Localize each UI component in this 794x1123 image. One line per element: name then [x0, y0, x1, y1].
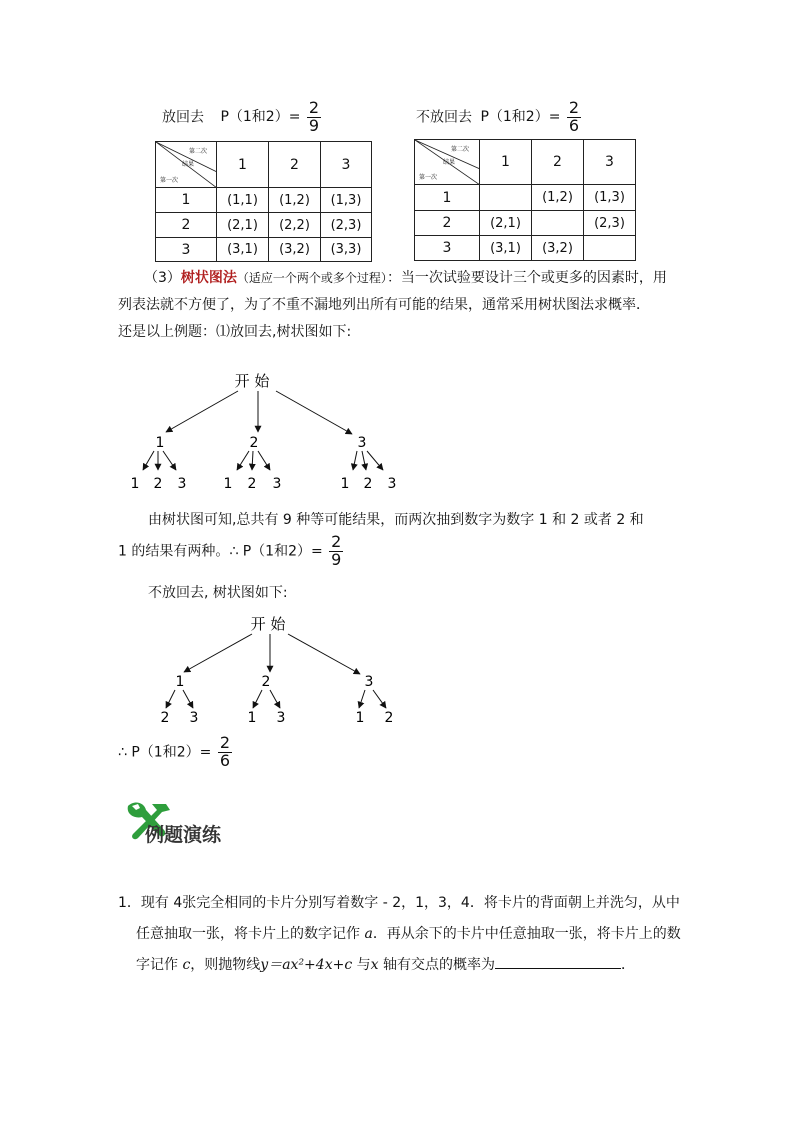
corner-label-mid: 结果 — [443, 159, 456, 166]
tree-edge — [166, 391, 238, 432]
tree-leaf: 3 — [177, 476, 187, 492]
fraction-denominator: 6 — [219, 750, 230, 770]
no-replacement-heading — [416, 100, 581, 135]
corner-label-top: 第二次 — [189, 148, 208, 155]
tree-diagram-replacement — [0, 360, 794, 500]
tree-edge — [270, 690, 280, 708]
tree-edge — [252, 451, 253, 470]
problem-text: 轴有交点的概率为 — [378, 957, 495, 973]
problem-line2 — [118, 919, 693, 950]
no-replacement-table — [414, 139, 636, 261]
tree-root: 开 始 — [234, 372, 270, 390]
row-header: 3 — [415, 236, 480, 261]
example-section-title: 例题演练 — [145, 824, 222, 846]
tree-leaf: 2 — [384, 710, 394, 726]
conclusion2-prefix: ∴ P（1和2）= — [118, 744, 212, 761]
table-row — [156, 188, 372, 213]
fraction-numerator: 2 — [568, 98, 580, 117]
tree-leaf: 3 — [387, 476, 397, 492]
column-header: 1 — [217, 142, 269, 188]
tree-leaf: 1 — [223, 476, 233, 492]
tree-node: 2 — [249, 435, 259, 451]
table-cell: (1,3) — [321, 188, 372, 213]
tree-node: 3 — [364, 674, 374, 690]
fraction-denominator: 9 — [331, 549, 342, 569]
answer-blank[interactable] — [495, 952, 621, 969]
tree-node: 1 — [155, 435, 165, 451]
fraction-denominator: 9 — [308, 115, 320, 135]
replacement-title: 放回去 — [162, 109, 204, 126]
table-cell: (1,3) — [584, 185, 636, 211]
tree-leaf: 3 — [272, 476, 282, 492]
table-cell: (3,1) — [217, 238, 269, 262]
tree-method-line1 — [118, 265, 678, 292]
corner-label-bottom: 第一次 — [160, 177, 179, 184]
table-cell — [532, 211, 584, 236]
table-cell: (2,3) — [584, 211, 636, 236]
no-replacement-formula: P（1和2）= — [480, 109, 561, 126]
problem-line3 — [118, 950, 693, 981]
tree-edge — [276, 391, 352, 434]
conclusion-no-replacement — [118, 735, 232, 770]
tree-leaf: 2 — [153, 476, 163, 492]
table-cell — [584, 236, 636, 261]
tree-leaf: 1 — [340, 476, 350, 492]
tree-edge — [362, 451, 366, 470]
parabola-equation: y＝ax²+4x+c — [260, 957, 353, 973]
table-cell: (2,1) — [480, 211, 532, 236]
table-cell: (3,1) — [480, 236, 532, 261]
problem-1 — [118, 888, 693, 981]
table-row — [415, 236, 636, 261]
table-cell: (3,2) — [532, 236, 584, 261]
row-header: 1 — [415, 185, 480, 211]
conclusion-line2-text: 1 的结果有两种。∴ P（1和2）= — [118, 543, 323, 560]
table-row — [156, 238, 372, 262]
table-corner-cell — [415, 140, 480, 185]
tree-method-paragraph — [118, 265, 678, 346]
tree-method-desc1: ：当一次试验要设计三个或更多的因素时，用 — [386, 270, 667, 286]
tree-method-name: 树状图法 — [180, 270, 237, 286]
variable-c: c — [182, 957, 191, 973]
tree-edge — [353, 451, 357, 470]
tree-method-intro: 还是以上例题：⑴放回去,树状图如下: — [118, 324, 352, 340]
tree-leaf: 1 — [130, 476, 140, 492]
row-header: 3 — [156, 238, 217, 262]
problem-text: 字记作 — [136, 957, 183, 973]
fraction-numerator: 2 — [331, 532, 342, 551]
conclusion-fraction — [329, 534, 343, 569]
tree-edge — [183, 690, 193, 708]
variable-x: x — [370, 957, 379, 973]
table-row — [415, 185, 636, 211]
row-header: 1 — [156, 188, 217, 213]
tree-leaf: 1 — [355, 710, 365, 726]
tree-edge — [163, 451, 176, 470]
tree-leaf: 2 — [247, 476, 257, 492]
variable-a: a — [364, 926, 373, 942]
tree-edge — [359, 690, 365, 708]
tree-node: 1 — [175, 674, 185, 690]
conclusion2-fraction — [218, 735, 232, 770]
problem-text: ，则抛物线 — [190, 957, 261, 973]
problem-tail: ． — [620, 957, 635, 973]
tree-edge — [184, 634, 252, 672]
problem-text: 任意抽取一张，将卡片上的数字记作 — [136, 926, 365, 942]
row-header: 2 — [415, 211, 480, 236]
tree-edge — [253, 690, 262, 708]
corner-label-bottom: 第一次 — [419, 174, 438, 181]
tree-edge — [166, 690, 175, 708]
table-cell: (2,3) — [321, 213, 372, 238]
tree-edge — [288, 634, 360, 674]
tree-leaf: 1 — [247, 710, 257, 726]
table-cell: (2,2) — [269, 213, 321, 238]
tree-edge — [373, 690, 386, 708]
table-cell — [480, 185, 532, 211]
table-cell: (3,2) — [269, 238, 321, 262]
table-corner-cell — [156, 142, 217, 188]
replacement-table — [155, 141, 372, 262]
tree-edge — [367, 451, 383, 470]
fraction-denominator: 6 — [568, 115, 580, 135]
column-header: 2 — [532, 140, 584, 185]
tree-leaf: 2 — [363, 476, 373, 492]
replacement-formula: P（1和2）= — [220, 109, 301, 126]
problem-text: ．再从余下的卡片中任意抽取一张，将卡片上的数 — [372, 926, 681, 942]
column-header: 2 — [269, 142, 321, 188]
tree-diagram-no-replacement — [0, 608, 794, 728]
tree-leaf: 3 — [276, 710, 286, 726]
no-replacement-title: 不放回去 — [416, 109, 472, 126]
table-cell: (1,1) — [217, 188, 269, 213]
corner-label-top: 第二次 — [451, 146, 470, 153]
row-header: 2 — [156, 213, 217, 238]
fraction-numerator: 2 — [308, 98, 320, 117]
table-row — [156, 213, 372, 238]
replacement-heading — [162, 100, 321, 135]
tree-method-note: （适应一个两个或多个过程） — [236, 271, 387, 285]
tree-edge — [143, 451, 154, 470]
tree-edge — [258, 451, 270, 470]
corner-label-mid: 结果 — [182, 161, 195, 168]
no-replacement-fraction — [567, 100, 581, 135]
column-header: 3 — [321, 142, 372, 188]
conclusion-line2 — [118, 534, 698, 569]
column-header: 1 — [480, 140, 532, 185]
tree-node: 2 — [261, 674, 271, 690]
table-cell: (3,3) — [321, 238, 372, 262]
tree-leaf: 2 — [160, 710, 170, 726]
conclusion-line1: 由树状图可知,总共有 9 种等可能结果，而两次抽到数字为数字 1 和 2 或者 2 和 — [148, 512, 644, 528]
problem-text: 与 — [352, 957, 371, 973]
table-cell: (1,2) — [532, 185, 584, 211]
table-cell: (2,1) — [217, 213, 269, 238]
fraction-numerator: 2 — [219, 733, 230, 752]
tree-node: 3 — [357, 435, 367, 451]
table-cell: (1,2) — [269, 188, 321, 213]
table-row — [415, 211, 636, 236]
replacement-fraction — [307, 100, 321, 135]
problem-line1: 1．现有 4张完全相同的卡片分别写着数字 - 2，1，3，4．将卡片的背面朝上并洗匀，从中 — [118, 895, 680, 911]
no-replacement-intro: 不放回去, 树状图如下: — [148, 585, 288, 601]
tree-leaf: 3 — [189, 710, 199, 726]
tree-method-index: （3） — [144, 270, 181, 286]
conclusion-replacement — [118, 506, 698, 569]
tree-method-desc2: 列表法就不方便了，为了不重不漏地列出所有可能的结果，通常采用树状图法求概率． — [118, 297, 650, 313]
tree-root: 开 始 — [250, 615, 286, 633]
column-header: 3 — [584, 140, 636, 185]
tree-edge — [237, 451, 249, 470]
